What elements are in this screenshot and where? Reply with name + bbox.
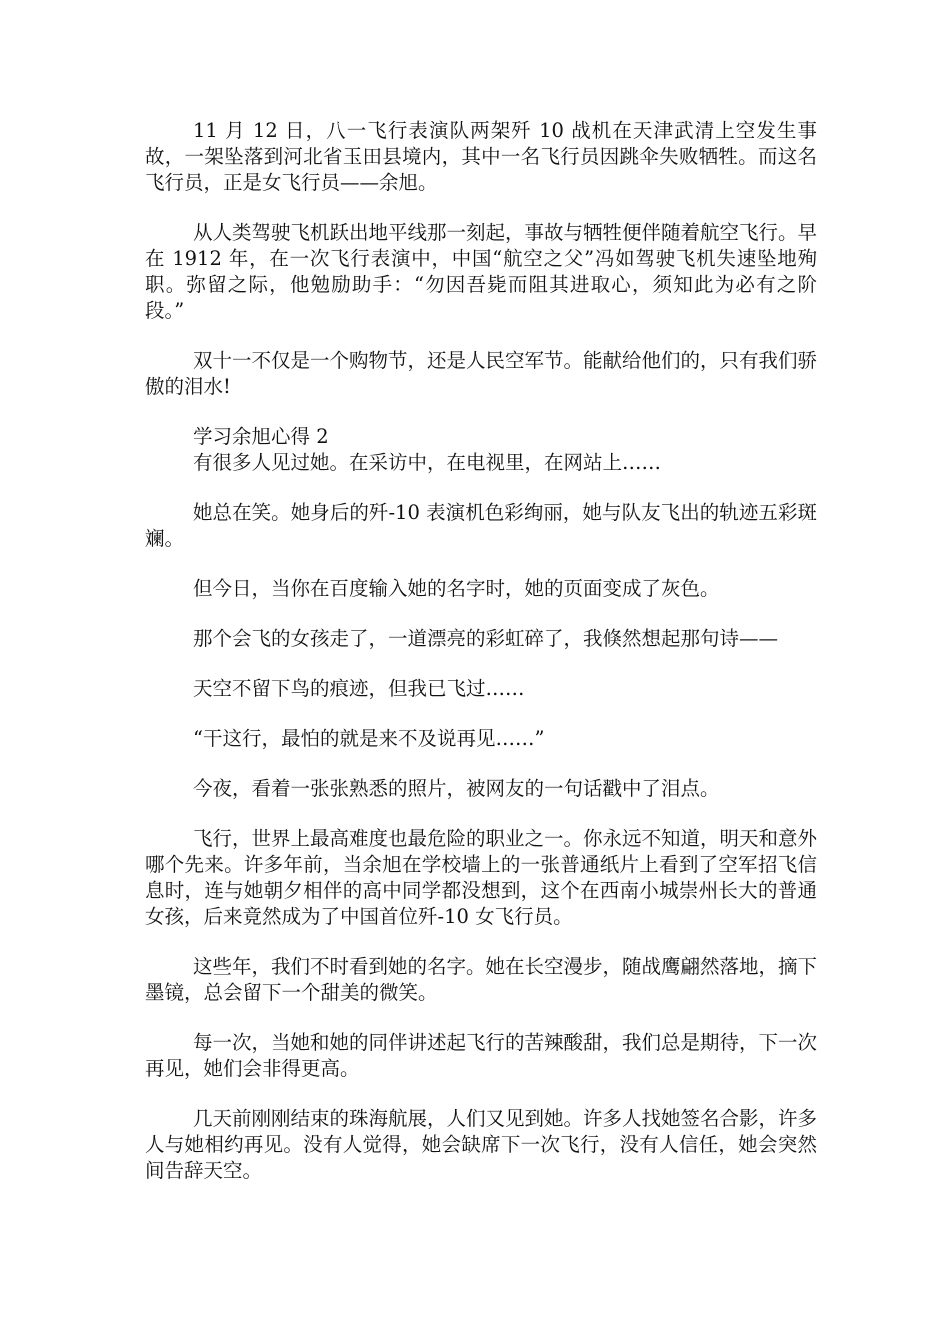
paragraph-flying-career: 飞行，世界上最高难度也最危险的职业之一。你永远不知道，明天和意外哪个先来。许多年前，当余旭在学校墙上的一张普通纸片上看到了空军招飞信息时，连与她朝夕相伴的高中同学都没想到，这个在西南小城崇州长大的普通女孩，后来竟然成为了中国首位歼-10 女飞行员。 — [145, 827, 818, 928]
paragraph-poem-line: 天空不留下鸟的痕迹，但我已飞过…… — [193, 677, 525, 700]
document-page — [145, 118, 817, 1208]
paragraph-rainbow: 那个会飞的女孩走了，一道漂亮的彩虹碎了，我倏然想起那句诗—— — [193, 627, 779, 650]
paragraph-grey-page: 但今日，当你在百度输入她的名字时，她的页面变成了灰色。 — [193, 577, 720, 600]
paragraph-accident-report: 11 月 12 日，八一飞行表演队两架歼 10 战机在天津武清上空发生事故，一架坠落到河北省玉田县境内，其中一名飞行员因跳伞失败牺牲。而这名飞行员，正是女飞行员——余旭。 — [145, 119, 817, 194]
paragraph-tonight: 今夜，看着一张张熟悉的照片，被网友的一句话戳中了泪点。 — [193, 777, 720, 800]
paragraph-seen-her: 有很多人见过她。在采访中，在电视里，在网站上…… — [193, 451, 662, 474]
paragraph-every-time: 每一次，当她和她的同伴讲述起飞行的苦辣酸甜，我们总是期待，下一次再见，她们会非得更高。 — [145, 1031, 818, 1080]
section-heading: 学习余旭心得 2 — [193, 425, 329, 448]
paragraph-airshow: 几天前刚刚结束的珠海航展，人们又见到她。许多人找她签名合影，许多人与她相约再见。没有人觉得，她会缺席下一次飞行，没有人信任，她会突然间告辞天空。 — [145, 1107, 818, 1182]
paragraph-quote: “干这行，最怕的就是来不及说再见……” — [193, 727, 545, 750]
paragraph-aviation-history: 从人类驾驶飞机跃出地平线那一刻起，事故与牺牲便伴随着航空飞行。早在 1912 年，在一次飞行表演中，中国“航空之父”冯如驾驶飞机失速坠地殉职。弥留之际，他勉励助手：“勿因吾毙而阻其进取心，须知此为必有之阶段。” — [145, 221, 818, 322]
paragraph-air-force-day: 双十一不仅是一个购物节，还是人民空军节。能献给他们的，只有我们骄傲的泪水! — [145, 349, 818, 398]
paragraph-always-smiling: 她总在笑。她身后的歼-10 表演机色彩绚丽，她与队友飞出的轨迹五彩斑斓。 — [145, 501, 817, 550]
paragraph-these-years: 这些年，我们不时看到她的名字。她在长空漫步，随战鹰翩然落地，摘下墨镜，总会留下一个甜美的微笑。 — [145, 955, 818, 1004]
